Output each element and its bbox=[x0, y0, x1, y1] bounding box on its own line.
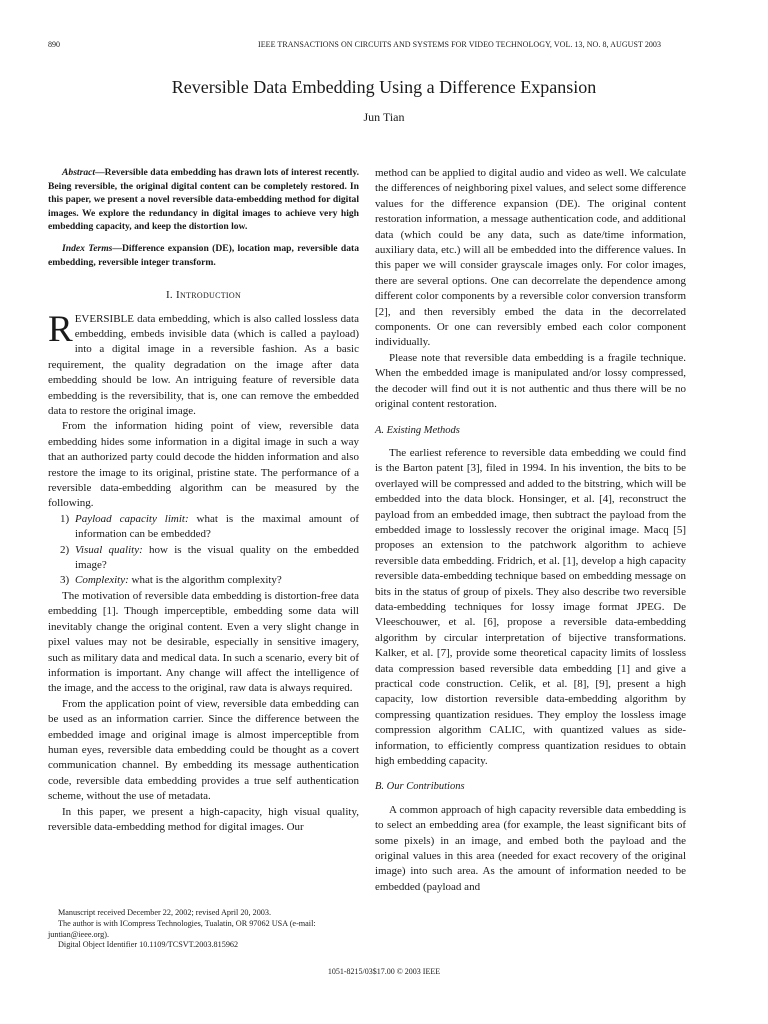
intro-paragraph-3: The motivation of reversible data embedding is distortion-free data embedding [1]. Though imperceptible, embedding some data will inevitably change the original content. Even a very slight change in pixel values may not be desirable, especially in sensitive imagery, such as military data and medical data. In such a scenario, every bit of information is important. Any change will affect the intelligence of the image, and the access to the original, raw data is always required. bbox=[48, 589, 359, 695]
copyright-footer: 1051-8215/03$17.00 © 2003 IEEE bbox=[327, 967, 441, 976]
footnote-received: Manuscript received December 22, 2002; revised April 20, 2003. bbox=[58, 908, 272, 917]
intro-paragraph-6: Please note that reversible data embedding is a fragile technique. When the embedded image is manipulated and/or lossy compressed, the decoder will find out it is not authentic and thus there will be no original content restoration. bbox=[375, 351, 686, 411]
intro-p1-text: EVERSIBLE data embedding, which is also called lossless data embedding, embeds invisible data (which is called a payload) into a digital image in a reversible fashion. As a basic requirement, the quality degradation on the image after data embedding should be low. An intriguing feature of reversible data embedding is the reversibility, that is, one can remove the embedded data to restore the original image. bbox=[48, 312, 359, 417]
intro-paragraph-5: In this paper, we present a high-capacity, high visual quality, reversible data-embedding method for digital images. Our bbox=[48, 805, 359, 833]
paper-title: Reversible Data Embedding Using a Difference Expansion bbox=[171, 77, 597, 97]
subsection-heading-existing-methods: A. Existing Methods bbox=[375, 424, 460, 436]
intro-paragraph-1 bbox=[48, 308, 359, 420]
right-column bbox=[375, 166, 686, 895]
criteria-number: 1) bbox=[60, 512, 70, 525]
page-number: 890 bbox=[48, 40, 60, 49]
index-terms bbox=[48, 242, 359, 269]
criteria-list bbox=[48, 512, 359, 589]
abstract-text: —Reversible data embedding has drawn lots of interest recently. Being reversible, the original digital content can be completely restored. In this paper, we present a novel reversible data-embedding method for digital images. We explore the redundancy in digital images to achieve very high embedding capacity, and keep the distortion low. bbox=[48, 167, 359, 233]
criteria-item bbox=[48, 573, 359, 588]
criteria-text: what is the algorithm complexity? bbox=[128, 574, 282, 587]
footnote-affiliation: The author is with ICompress Technologies, Tualatin, OR 97062 USA (e-mail: juntian@ieee.org). bbox=[48, 918, 316, 939]
intro-paragraph-5-continued: method can be applied to digital audio and video as well. We calculate the differences of neighboring pixel values, and select some difference values for the difference expansion (DE). The original content restoration information, a message authentication code, and additional data (which could be any data, such as date/time information, auxiliary data, etc.) will all be embedded into the difference values. In this paper we will consider grayscale images only. For color images, there are several options. One can decorrelate the dependence among different color components by a reversible color conversion transform [2], and then reversibly embed the data in the decorrelated components. Or one can reversibly embed each color component individually. bbox=[375, 167, 686, 349]
criteria-text: what is the maximal amount of information can be embedded? bbox=[75, 512, 359, 541]
contributions-paragraph: A common approach of high capacity reversible data embedding is to select an embedding area (for example, the least significant bits of some pixels) in an image, and embed both the payload and the original values in this area (needed for exact recovery of the original image) into such area. As the amount of information needed to be embedded (payload and bbox=[375, 803, 686, 893]
section-heading-introduction: I. Introduction bbox=[165, 289, 242, 302]
criteria-number: 2) bbox=[60, 543, 70, 556]
subsection-heading-our-contributions: B. Our Contributions bbox=[375, 781, 465, 793]
left-column bbox=[48, 166, 359, 835]
criteria-label: Visual quality: bbox=[75, 543, 143, 556]
index-terms-label: Index Terms bbox=[62, 242, 113, 254]
criteria-label: Payload capacity limit: bbox=[75, 512, 189, 525]
footnote bbox=[48, 908, 359, 951]
index-terms-text: —Difference expansion (DE), location map, reversible data embedding, reversible integer transform. bbox=[48, 242, 359, 268]
footnote-doi: Digital Object Identifier 10.1109/TCSVT.2003.815962 bbox=[58, 940, 239, 950]
criteria-label: Complexity: bbox=[75, 574, 129, 587]
drop-cap: R bbox=[48, 308, 73, 350]
criteria-item bbox=[48, 512, 359, 543]
abstract-label: Abstract bbox=[62, 167, 96, 178]
abstract bbox=[48, 166, 359, 234]
intro-paragraph-2: From the information hiding point of view, reversible data embedding hides some information in a digital image in such a way that an authorized party could decode the hidden information and also restore the image to its original, pristine state. The performance of a reversible data-embedding algorithm can be measured by the following. bbox=[48, 420, 359, 510]
criteria-number: 3) bbox=[60, 574, 70, 587]
criteria-text: how is the visual quality on the embedded image? bbox=[75, 543, 359, 572]
journal-header: IEEE TRANSACTIONS ON CIRCUITS AND SYSTEMS FOR VIDEO TECHNOLOGY, VOL. 13, NO. 8, AUGUST 2003 bbox=[258, 40, 662, 49]
existing-methods-paragraph: The earliest reference to reversible data embedding we could find is the Barton patent [3], filed in 1994. In his invention, the bits to be overlayed will be compressed and added to the bitstring, which will be embedded into the data block. Honsinger, et al. [4], reconstruct the payload from an embedded image, then subtract the payload from the embedded image to losslessly recover the original image. Macq [5] proposes an extension to the patchwork algorithm to achieve reversible data embedding. Fridrich, et al. [1], develop a high capacity reversible data-embedding technique based on embedding message on bits in the status of group of pixels. They also describe two reversible data-embedding techniques for lossy image format JPEG. De Vleeschouwer, et al. [6], propose a reversible data-embedding algorithm by circular interpretation of bijective transformations. Kalker, et al. [7], provide some theoretical capacity limits of lossless data compression based reversible data embedding [1] and give a practical code construction. Celik, et al. [8], [9], present a high capacity, low distortion reversible data-embedding algorithm by compressing quantization residues. They employ the lossless image compression algorithm CALIC, with quantized values as side-information, to efficiently compress quantization residues to obtain high embedding capacity. bbox=[375, 446, 686, 768]
intro-paragraph-4: From the application point of view, reversible data embedding can be used as an information carrier. Since the difference between the embedded image and original image is almost imperceptible from human eyes, reversible data embedding could be thought as a covert communication channel. By embedding its message authentication code, reversible data embedding provides a true self authentication scheme, without the use of metadata. bbox=[48, 697, 359, 803]
author-name: Jun Tian bbox=[363, 110, 405, 124]
criteria-item bbox=[48, 543, 359, 574]
